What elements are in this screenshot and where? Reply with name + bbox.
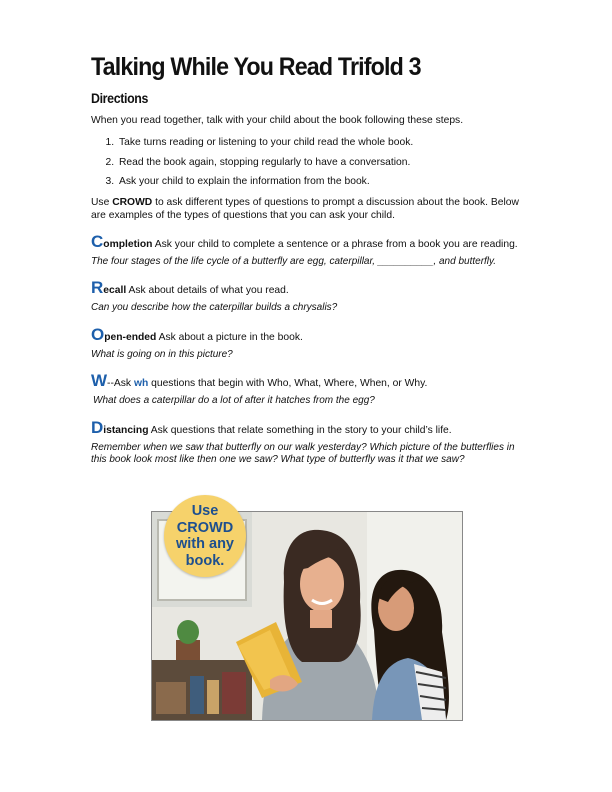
step-item: 1. Take turns reading or listening to your child read the whole book. bbox=[117, 137, 531, 148]
crowd-word: CROWD bbox=[112, 196, 153, 208]
crowd-desc: Ask about details of what you read. bbox=[126, 285, 289, 296]
steps-list bbox=[91, 137, 531, 187]
crowd-example: What is going on in this picture? bbox=[91, 348, 233, 360]
crowd-desc: Ask about a picture in the book. bbox=[156, 331, 303, 343]
page-title: Talking While You Read Trifold 3 bbox=[91, 53, 421, 81]
crowd-wh-word: wh bbox=[133, 378, 149, 389]
crowd-example: The four stages of the life cycle of a butterfly are egg, caterpillar, __________, and butterfly. bbox=[91, 255, 497, 267]
crowd-example: Can you describe how the caterpillar builds a chrysalis? bbox=[91, 302, 338, 313]
crowd-wh: W--Ask wh questions that begin with Who, What, Where, When, or Why. What does a caterpillar do a lot of after it hatches from the egg? bbox=[91, 374, 531, 408]
crowd-letter-c: C bbox=[91, 231, 104, 251]
directions-intro: When you read together, talk with your child about the book following these steps. bbox=[91, 115, 464, 126]
crowd-term: pen-ended bbox=[104, 331, 157, 343]
step-item: 2. Read the book again, stopping regularly to have a conversation. bbox=[117, 157, 531, 168]
badge-line: with any bbox=[175, 536, 234, 552]
crowd-letter-o: O bbox=[91, 324, 105, 344]
directions-heading: Directions bbox=[91, 91, 149, 106]
crowd-open-ended bbox=[91, 324, 531, 362]
crowd-example: Remember when we saw that butterfly on our walk yesterday? Which picture of the butterflies in this book look most like then one we saw? What type of butterfly was it that we saw? bbox=[91, 441, 515, 465]
document-page bbox=[91, 52, 531, 467]
crowd-term: istancing bbox=[103, 424, 149, 436]
badge-line: book. bbox=[185, 552, 225, 569]
crowd-distancing bbox=[91, 417, 531, 467]
crowd-letter-r: R bbox=[91, 278, 104, 297]
badge-line: CROWD bbox=[176, 519, 234, 536]
crowd-letter-w: W bbox=[91, 371, 108, 390]
crowd-desc: Ask questions that relate something in the story to your child’s life. bbox=[148, 424, 452, 436]
crowd-intro: Use CROWD to ask different types of questions to prompt a discussion about the book. Below are examples of the types of questions that you can ask your child. bbox=[91, 196, 519, 221]
crowd-example: What does a caterpillar do a lot of after it hatches from the egg? bbox=[93, 395, 375, 406]
step-item: 3. Ask your child to explain the information from the book. bbox=[117, 176, 531, 187]
badge-line: Use bbox=[191, 503, 219, 519]
crowd-letter-d: D bbox=[91, 417, 104, 437]
crowd-badge bbox=[164, 495, 246, 577]
crowd-completion bbox=[91, 231, 531, 269]
crowd-term: ecall bbox=[103, 285, 127, 296]
crowd-recall bbox=[91, 278, 531, 315]
crowd-desc: Ask your child to complete a sentence or a phrase from a book you are reading. bbox=[152, 238, 518, 250]
crowd-desc: questions that begin with Who, What, Where, When, or Why. bbox=[148, 378, 428, 389]
crowd-term: ompletion bbox=[103, 238, 153, 250]
